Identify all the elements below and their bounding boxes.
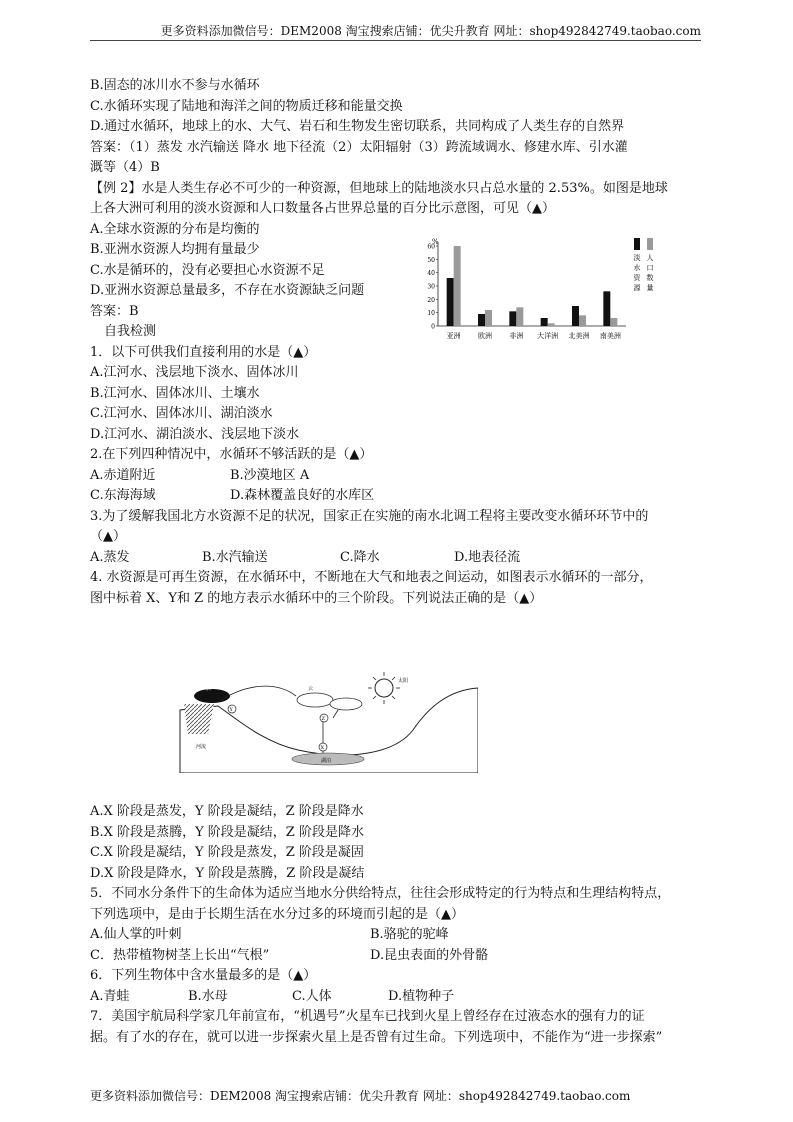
- chart-bar: [572, 306, 579, 326]
- diagram-label-cloud2: 云: [308, 686, 314, 692]
- q2-option-c: C.东海海域: [90, 488, 156, 503]
- q7-stem-line1: 7．美国宇航局科学家几年前宣布，“机遇号”火星车已找到火星上曾经存在过液态水的强有力的证: [90, 1009, 645, 1024]
- chart-bar: [485, 310, 492, 326]
- q4-stem-line2: 图中标着 X、Y和 Z 的地方表示水循环中的三个阶段。下列说法正确的是（▲）: [90, 590, 543, 606]
- q2-option-d: D.森林覆盖良好的水库区: [230, 488, 375, 503]
- svg-text:Y: Y: [229, 707, 233, 713]
- chart-legend-char: 源: [633, 284, 641, 292]
- q2-options-row2: [90, 486, 707, 507]
- q1-option-b: B.江河水、固体冰川、土壤水: [90, 385, 260, 401]
- q3-option-c: C.降水: [340, 549, 380, 565]
- q2-stem: 2.在下列四种情况中，水循环不够活跃的是（▲）: [90, 447, 373, 462]
- q4-stem-line1: 4. 水资源是可再生资源，在水循环中，不断地在大气和地表之间运动，如图表示水循环的一部分，: [90, 570, 653, 585]
- page-content: [90, 76, 707, 1048]
- chart-legend-char: 淡: [633, 254, 641, 262]
- q3-options: [90, 548, 707, 569]
- chart-legend-char: 数: [646, 274, 654, 282]
- example1-option-c: C.水循环实现了陆地和海洋之间的物质迁移和能量交换: [90, 98, 403, 114]
- q5-options-row2: [90, 946, 707, 967]
- chart-category-label: 大洋洲: [537, 332, 559, 340]
- q4-option-d: D.X 阶段是降水，Y 阶段是蒸腾，Z 阶段是凝结: [90, 865, 365, 881]
- example2-option-d: D.亚洲水资源总量最多，不存在水资源缺乏问题: [90, 283, 365, 298]
- chart-bar: [579, 315, 586, 326]
- footer-text: 更多资料添加微信号：DEM2008 淘宝搜索店铺：优尖升教育 网址：shop492842749.taobao.com: [90, 1089, 631, 1103]
- example2-option-b: B.亚洲水资源人均拥有量最少: [90, 242, 260, 257]
- diagram-cloud: [297, 685, 362, 710]
- q6-option-d: D.植物种子: [388, 988, 455, 1004]
- selfcheck-title: 自我检测: [104, 324, 157, 339]
- diagram-sun: [368, 672, 408, 704]
- svg-text:X: X: [320, 745, 325, 751]
- diagram-label-lake: 湖泊: [321, 758, 332, 764]
- page-footer: [90, 1088, 630, 1104]
- q3-option-d: D.地表径流: [454, 549, 521, 565]
- q3-stem-line2: （▲）: [90, 529, 126, 544]
- diagram-label-river: 河流: [196, 744, 207, 750]
- page-header: [90, 22, 701, 41]
- q2-option-a: A.赤道附近: [90, 467, 156, 483]
- chart-legend-char: 口: [646, 264, 654, 272]
- chart-y-tick-label: 40: [427, 270, 435, 278]
- q6-stem: 6．下列生物体中含水量最多的是（▲）: [90, 968, 317, 983]
- chart-y-tick-label: 60: [427, 243, 435, 251]
- q6-options: [90, 987, 707, 1008]
- chart-legend-char: 量: [646, 284, 654, 292]
- example2-stem-line2: 上各大洲可利用的淡水资源和人口数量各占世界总量的百分比示意图，可见（▲）: [90, 201, 555, 216]
- chart-legend-swatch: [634, 238, 640, 250]
- q5-option-c: C．热带植物树茎上长出“气根”: [90, 947, 270, 963]
- chart-bar: [548, 323, 555, 326]
- chart-legend-swatch: [647, 238, 653, 250]
- chart-bar: [509, 311, 516, 326]
- q3-option-b: B.水汽输送: [202, 549, 268, 565]
- example1-answer-line1: 答案：（1）蒸发 水汽输送 降水 地下径流（2）太阳辐射（3）跨流域调水、修建水库、引水灌: [90, 139, 628, 155]
- q5-option-b: B.骆驼的驼峰: [370, 927, 449, 942]
- q5-option-a: A.仙人掌的叶刺: [90, 927, 182, 942]
- example2-stem-line1: 【例 2】水是人类生存必不可少的一种资源，但地球上的陆地淡水只占总水量的 2.53%。如图是地球: [90, 180, 668, 196]
- water-population-chart: [412, 236, 668, 352]
- q3-option-a: A.蒸发: [90, 549, 130, 565]
- header-text: 更多资料添加微信号：DEM2008 淘宝搜索店铺：优尖升教育 网址：shop492842749.taobao.com: [160, 24, 701, 38]
- chart-category-label: 欧洲: [478, 332, 492, 340]
- chart-bar: [603, 291, 610, 326]
- chart-y-tick-label: 30: [427, 283, 435, 291]
- q6-option-b: B.水母: [188, 988, 228, 1004]
- q5-options-row1: [90, 925, 707, 946]
- q1-option-a: A.江河水、浅层地下淡水、固体冰川: [90, 365, 299, 380]
- diagram-rain-cloud: [194, 689, 230, 703]
- chart-bar: [516, 307, 523, 326]
- diagram-label-sun: 太阳: [398, 678, 409, 684]
- diagram-arrow-z: [333, 710, 338, 718]
- q1-option-c: C.江河水、固体冰川、湖泊淡水: [90, 406, 273, 421]
- chart-category-label: 北美洲: [568, 332, 590, 340]
- chart-category-label: 亚洲: [446, 332, 461, 340]
- diagram-marker-z: [320, 714, 328, 722]
- example1-option-b: B.固态的冰川水不参与水循环: [90, 78, 260, 93]
- diagram-marker-x: [319, 743, 327, 751]
- chart-y-unit: %: [432, 238, 439, 246]
- q5-stem-line2: 下列选项中，是由于长期生活在水分过多的环境而引起的是（▲）: [90, 906, 464, 922]
- diagram-label-cloud: 云: [206, 686, 212, 692]
- chart-y-tick-label: 10: [427, 310, 435, 318]
- q6-option-a: A.青蛙: [90, 988, 130, 1004]
- chart-legend-char: 资: [633, 274, 641, 282]
- chart-y-tick-label: 20: [427, 296, 435, 304]
- q2-options-row1: [90, 466, 707, 487]
- q7-stem-line2: 据。有了水的存在，就可以进一步探索火星上是否曾有过生命。下列选项中，不能作为“进一步探索”: [90, 1029, 663, 1045]
- q4-option-a: A.X 阶段是蒸发，Y 阶段是凝结，Z 阶段是降水: [90, 804, 364, 819]
- q5-stem-line1: 5．不同水分条件下的生命体为适应当地水分供给特点，往往会形成特定的行为特点和生理结构特点，: [90, 886, 671, 901]
- chart-y-tick-label: 0: [431, 323, 435, 331]
- example2-option-a: A.全球水资源的分布是均衡的: [90, 221, 260, 237]
- example1-option-d: D.通过水循环，地球上的水、大气、岩石和生物发生密切联系，共同构成了人类生存的自然界: [90, 119, 625, 134]
- chart-bar: [454, 246, 461, 326]
- q4-option-b: B.X 阶段是蒸腾，Y 阶段是凝结，Z 阶段是降水: [90, 824, 364, 840]
- example2-option-c: C.水是循环的，没有必要担心水资源不足: [90, 262, 325, 278]
- chart-legend-char: 人: [646, 254, 654, 262]
- q4-option-c: C.X 阶段是凝结，Y 阶段是蒸发，Z 阶段是凝固: [90, 845, 364, 860]
- water-cycle-diagram: [178, 668, 478, 773]
- chart-y-tick-label: 50: [427, 256, 435, 264]
- q1-option-d: D.江河水、湖泊淡水、浅层地下淡水: [90, 426, 300, 442]
- chart-bar: [447, 278, 454, 326]
- q3-stem-line1: 3.为了缓解我国北方水资源不足的状况，国家正在实施的南水北调工程将主要改变水循环环节中的: [90, 508, 649, 524]
- example1-answer-line2: 溉等（4）B: [90, 160, 160, 175]
- example2-answer: 答案：B: [90, 303, 139, 319]
- q6-option-c: C.人体: [292, 988, 332, 1004]
- svg-text:Z: Z: [321, 716, 325, 722]
- chart-bar: [541, 318, 548, 326]
- q1-stem: 1．以下可供我们直接利用的水是（▲）: [90, 344, 317, 360]
- diagram-arrow-y: [218, 686, 296, 702]
- diagram-marker-y: [228, 705, 236, 713]
- chart-legend-char: 水: [633, 264, 641, 272]
- chart-bar: [478, 314, 485, 326]
- chart-bar: [610, 318, 617, 326]
- chart-category-label: 非洲: [509, 332, 524, 340]
- chart-category-label: 南美洲: [599, 332, 621, 340]
- q2-option-b: B.沙漠地区 A: [230, 467, 310, 483]
- q5-option-d: D.昆虫表面的外骨骼: [370, 947, 489, 963]
